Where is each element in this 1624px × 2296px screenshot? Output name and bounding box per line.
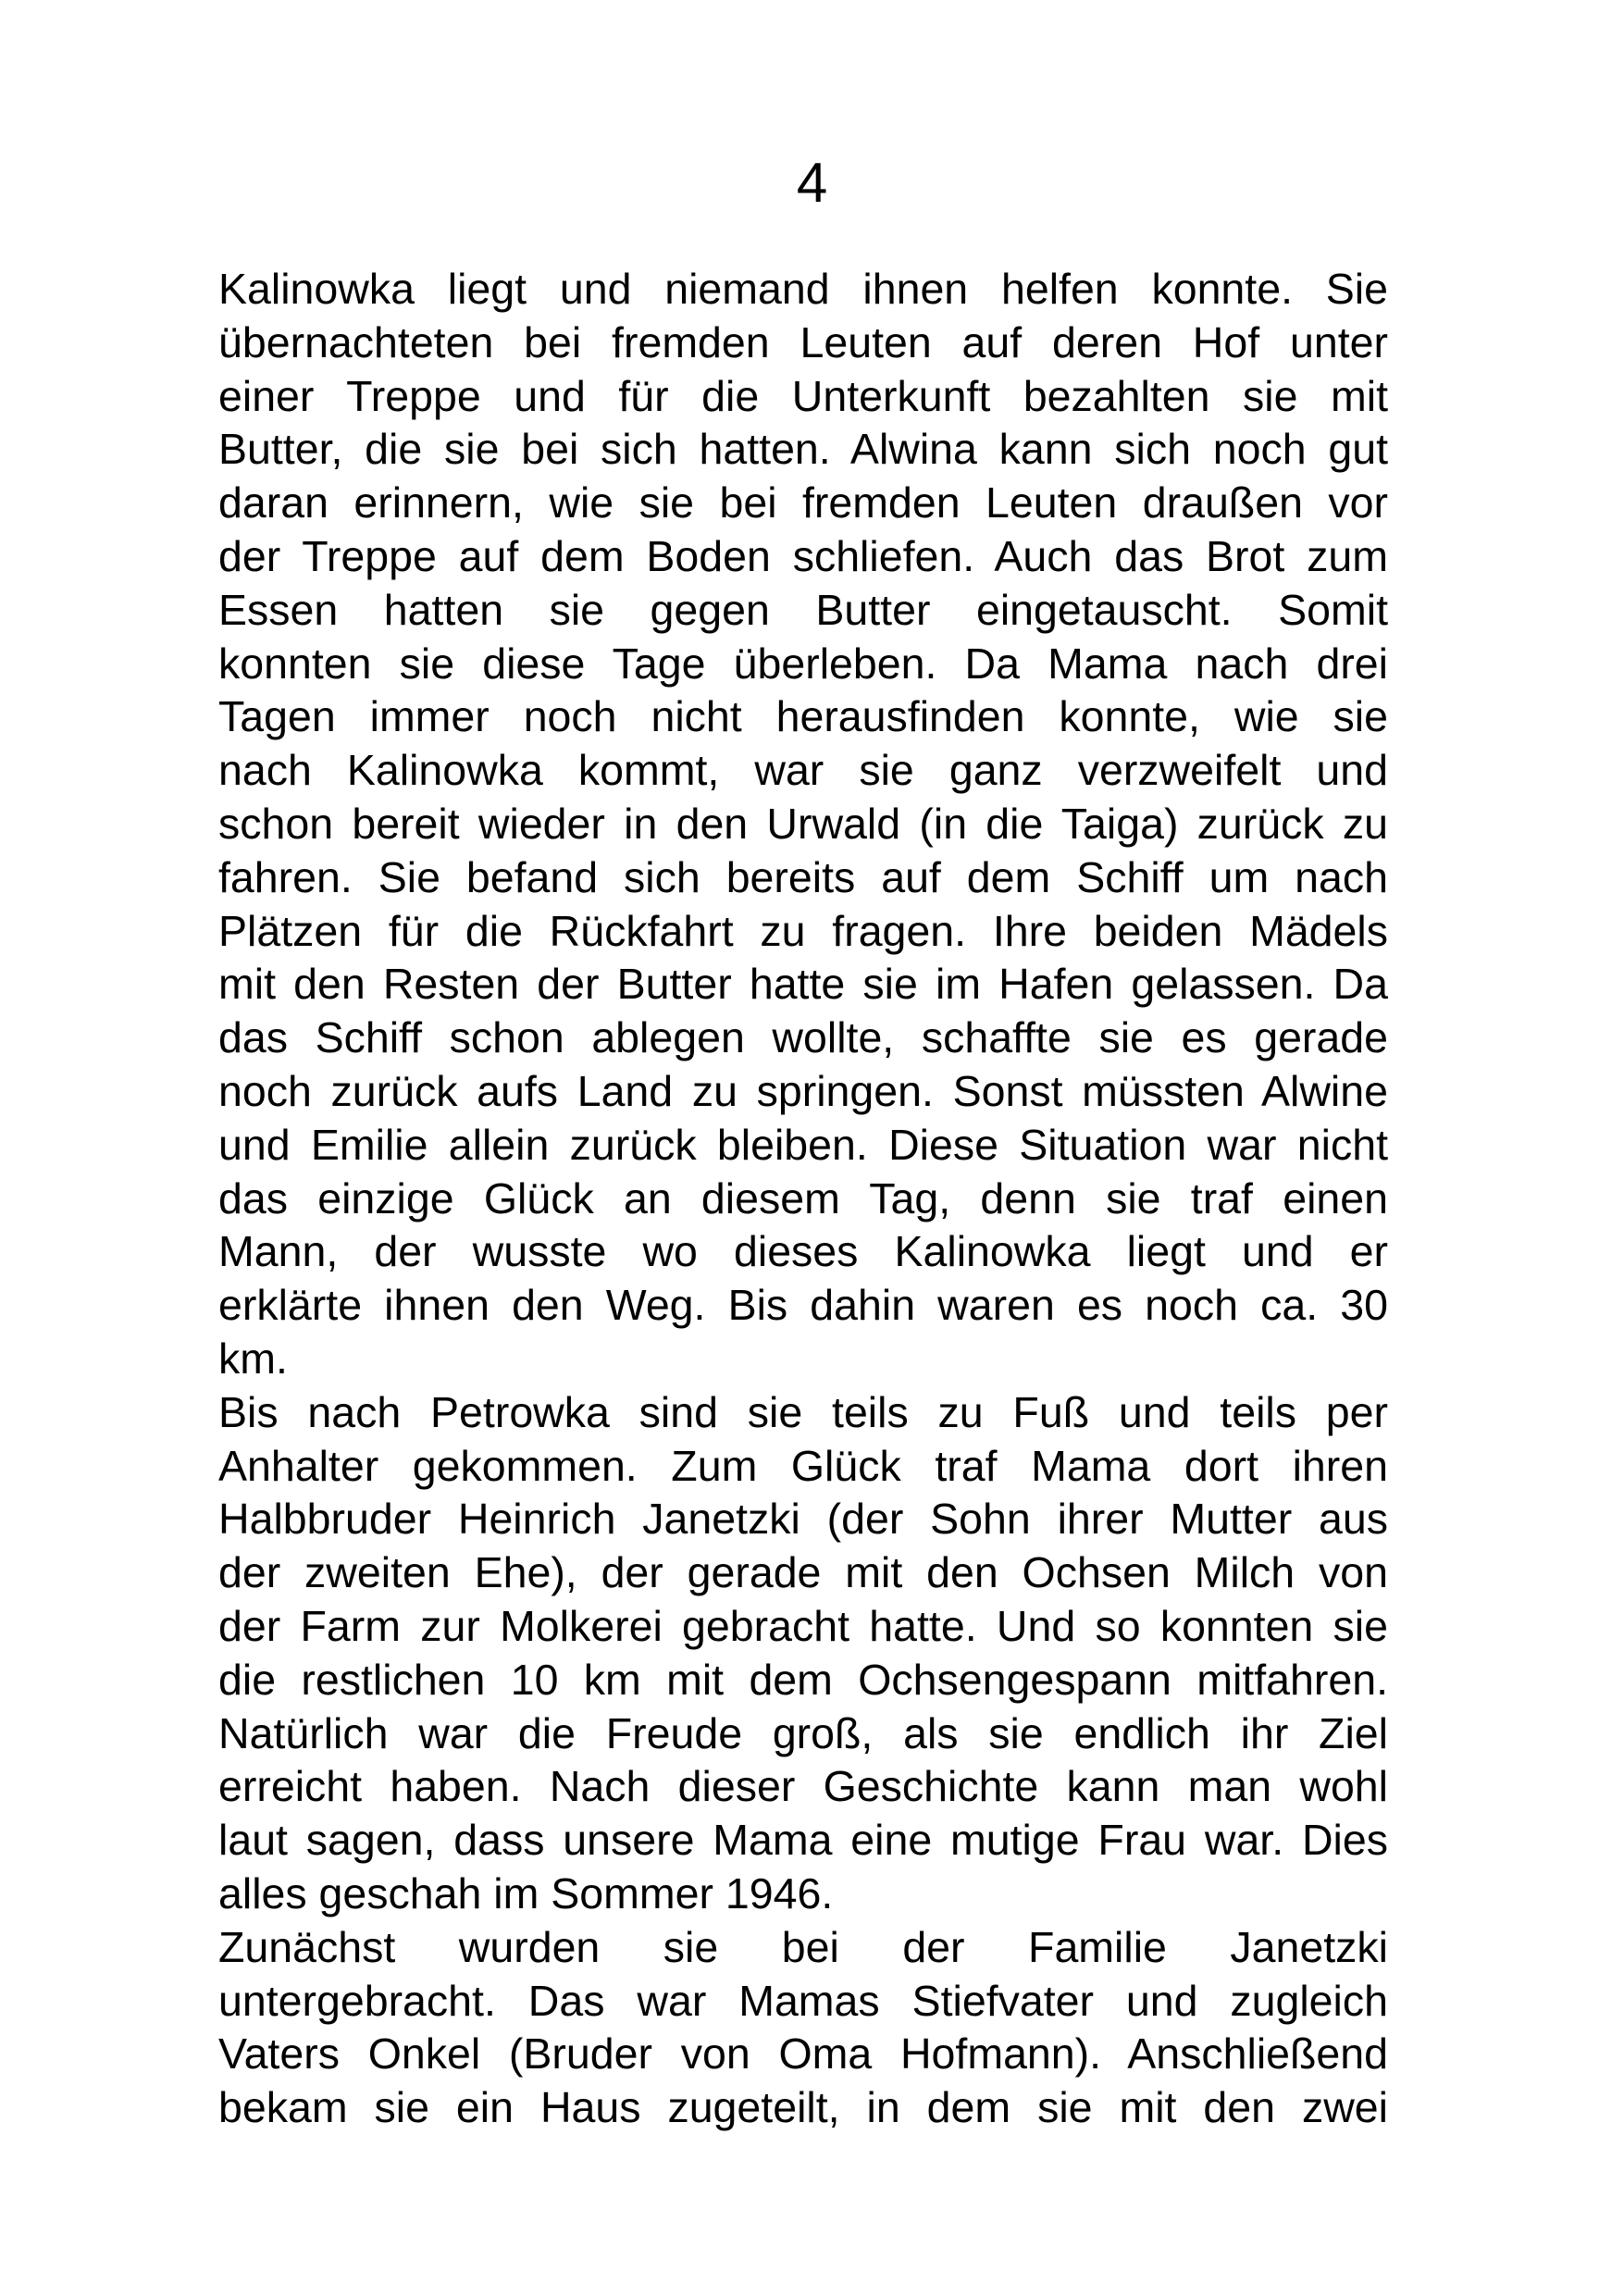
text-line: einer Treppe und für die Unterkunft bezahlten sie mit [218, 371, 1388, 420]
text-line: übernachteten bei fremden Leuten auf deren Hof unter [218, 317, 1388, 366]
text-line: Bis nach Petrowka sind sie teils zu Fuß und teils per [218, 1387, 1388, 1436]
text-line: Anhalter gekommen. Zum Glück traf Mama dort ihren [218, 1441, 1388, 1490]
text-line: km. [218, 1334, 288, 1383]
body-text [218, 263, 1388, 2135]
text-line: Tagen immer noch nicht herausfinden konnte, wie sie [218, 692, 1388, 741]
text-line: alles geschah im Sommer 1946. [218, 1868, 834, 1917]
text-line: nach Kalinowka kommt, war sie ganz verzweifelt und [218, 746, 1388, 795]
text-line: daran erinnern, wie sie bei fremden Leuten draußen vor [218, 478, 1388, 527]
text-line: das einzige Glück an diesem Tag, denn sie traf einen [218, 1173, 1388, 1222]
text-line: erreicht haben. Nach dieser Geschichte kann man wohl [218, 1762, 1388, 1811]
text-line: Vaters Onkel (Bruder von Oma Hofmann). Anschließend [218, 2029, 1388, 2079]
text-line: der zweiten Ehe), der gerade mit den Ochsen Milch von [218, 1548, 1388, 1597]
text-line: der Treppe auf dem Boden schliefen. Auch das Brot zum [218, 531, 1388, 580]
text-line: mit den Resten der Butter hatte sie im Hafen gelassen. Da [218, 960, 1388, 1009]
text-line: Kalinowka liegt und niemand ihnen helfen konnte. Sie [218, 265, 1388, 313]
text-line: bekam sie ein Haus zugeteilt, in dem sie mit den zwei [218, 2083, 1388, 2132]
text-line: fahren. Sie befand sich bereits auf dem Schiff um nach [218, 852, 1388, 901]
text-line: Halbbruder Heinrich Janetzki (der Sohn ihrer Mutter aus [218, 1495, 1388, 1544]
text-line: konnten sie diese Tage überleben. Da Mama nach drei [218, 639, 1388, 688]
text-line: Plätzen für die Rückfahrt zu fragen. Ihre beiden Mädels [218, 906, 1388, 955]
text-line: und Emilie allein zurück bleiben. Diese Situation war nicht [218, 1120, 1388, 1169]
text-line: untergebracht. Das war Mamas Stiefvater und zugleich [218, 1976, 1388, 2025]
text-line: Butter, die sie bei sich hatten. Alwina kann sich noch gut [218, 425, 1388, 474]
page-number: 4 [796, 152, 828, 214]
text-line: der Farm zur Molkerei gebracht hatte. Und so konnten sie [218, 1601, 1388, 1650]
text-line: die restlichen 10 km mit dem Ochsengespann mitfahren. [218, 1655, 1388, 1704]
text-line: laut sagen, dass unsere Mama eine mutige Frau war. Dies [218, 1816, 1388, 1865]
text-line: erklärte ihnen den Weg. Bis dahin waren es noch ca. 30 [218, 1281, 1388, 1330]
text-line: noch zurück aufs Land zu springen. Sonst müssten Alwine [218, 1066, 1388, 1115]
text-line: schon bereit wieder in den Urwald (in die Taiga) zurück zu [218, 799, 1388, 848]
text-line: Zunächst wurden sie bei der Familie Janetzki [218, 1922, 1388, 1971]
text-line: Essen hatten sie gegen Butter eingetauscht. Somit [218, 585, 1388, 634]
text-line: das Schiff schon ablegen wollte, schaffte sie es gerade [218, 1013, 1388, 1062]
text-line: Mann, der wusste wo dieses Kalinowka liegt und er [218, 1227, 1388, 1276]
text-line: Natürlich war die Freude groß, als sie endlich ihr Ziel [218, 1708, 1388, 1757]
